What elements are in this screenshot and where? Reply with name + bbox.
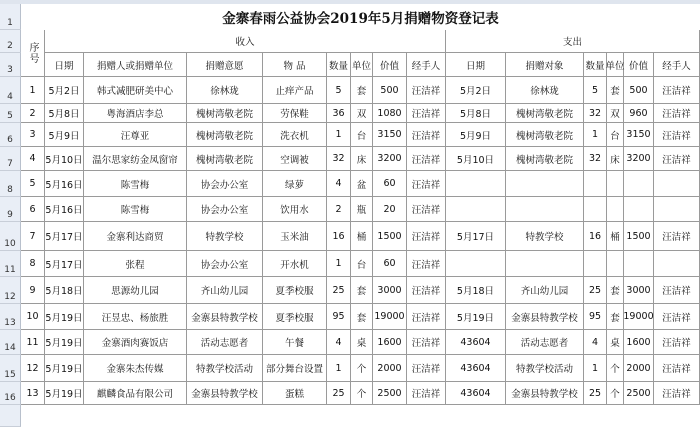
income-cell[interactable]: 麒麟食品有限公司: [84, 382, 187, 405]
income-cell[interactable]: 陈雪梅: [84, 171, 187, 197]
expense-cell[interactable]: 2500: [624, 382, 654, 405]
seq-cell[interactable]: 7: [21, 222, 45, 251]
expense-cell[interactable]: 汪洁祥: [654, 382, 700, 405]
income-cell[interactable]: 槐树湾敬老院: [187, 147, 263, 171]
income-cell[interactable]: 槐树湾敬老院: [187, 104, 263, 123]
row-header[interactable]: 10: [0, 222, 21, 251]
income-cell[interactable]: 徐林珑: [187, 77, 263, 104]
income-cell[interactable]: 汪尊亚: [84, 123, 187, 147]
header-out-cell[interactable]: 价值: [624, 53, 654, 77]
row-header[interactable]: 16: [0, 382, 21, 405]
income-cell[interactable]: 饮用水: [263, 197, 327, 222]
expense-cell[interactable]: 95: [584, 304, 607, 330]
income-cell[interactable]: 2500: [373, 382, 407, 405]
row-header[interactable]: 2: [0, 30, 21, 53]
expense-cell[interactable]: [654, 251, 700, 277]
row-header[interactable]: 13: [0, 304, 21, 330]
expense-cell[interactable]: 1: [584, 355, 607, 382]
income-cell[interactable]: 协会办公室: [187, 171, 263, 197]
expense-cell[interactable]: 汪洁祥: [654, 222, 700, 251]
income-cell[interactable]: 5月19日: [45, 304, 84, 330]
income-cell[interactable]: 空调被: [263, 147, 327, 171]
row-header[interactable]: 5: [0, 104, 21, 123]
expense-cell[interactable]: [607, 171, 624, 197]
income-cell[interactable]: 蛋糕: [263, 382, 327, 405]
seq-cell[interactable]: 6: [21, 197, 45, 222]
expense-cell[interactable]: 43604: [446, 330, 506, 355]
expense-cell[interactable]: 5月17日: [446, 222, 506, 251]
row-header[interactable]: 12: [0, 277, 21, 304]
expense-cell[interactable]: 汪洁祥: [654, 77, 700, 104]
income-cell[interactable]: 金寨县特教学校: [187, 382, 263, 405]
expense-cell[interactable]: 1: [584, 123, 607, 147]
income-cell[interactable]: 协会办公室: [187, 197, 263, 222]
row-header[interactable]: 6: [0, 123, 21, 147]
expense-cell[interactable]: 5月9日: [446, 123, 506, 147]
expense-cell[interactable]: 套: [607, 77, 624, 104]
income-cell[interactable]: 5月19日: [45, 382, 84, 405]
income-cell[interactable]: 部分舞台设置: [263, 355, 327, 382]
expense-cell[interactable]: [584, 171, 607, 197]
income-cell[interactable]: 500: [373, 77, 407, 104]
income-cell[interactable]: 套: [351, 77, 373, 104]
header-in-cell[interactable]: 数量: [327, 53, 351, 77]
header-in-cell[interactable]: 日期: [45, 53, 84, 77]
income-cell[interactable]: 汪洁祥: [407, 304, 446, 330]
expense-cell[interactable]: 活动志愿者: [506, 330, 584, 355]
expense-cell[interactable]: 960: [624, 104, 654, 123]
header-in-cell[interactable]: 捐赠人或捐赠单位: [84, 53, 187, 77]
income-cell[interactable]: 1: [327, 123, 351, 147]
expense-cell[interactable]: [506, 251, 584, 277]
seq-header[interactable]: 序号: [21, 30, 45, 77]
income-cell[interactable]: 5月10日: [45, 147, 84, 171]
income-cell[interactable]: 1500: [373, 222, 407, 251]
income-cell[interactable]: 25: [327, 382, 351, 405]
expense-cell[interactable]: 汪洁祥: [654, 277, 700, 304]
income-cell[interactable]: 汪洁祥: [407, 147, 446, 171]
expense-cell[interactable]: 双: [607, 104, 624, 123]
header-out-cell[interactable]: 单位: [607, 53, 624, 77]
header-in-cell[interactable]: 单位: [351, 53, 373, 77]
expense-cell[interactable]: 5月19日: [446, 304, 506, 330]
income-cell[interactable]: 齐山幼儿园: [187, 277, 263, 304]
income-cell[interactable]: 瓶: [351, 197, 373, 222]
header-out-cell[interactable]: 捐赠对象: [506, 53, 584, 77]
income-cell[interactable]: 4: [327, 330, 351, 355]
seq-cell[interactable]: 3: [21, 123, 45, 147]
expense-cell[interactable]: 25: [584, 277, 607, 304]
income-cell[interactable]: 思源幼儿园: [84, 277, 187, 304]
income-cell[interactable]: 盆: [351, 171, 373, 197]
expense-cell[interactable]: 3000: [624, 277, 654, 304]
income-cell[interactable]: 金寨酒肉赛饭店: [84, 330, 187, 355]
income-cell[interactable]: 汪洁祥: [407, 197, 446, 222]
row-header[interactable]: [0, 405, 21, 427]
expense-cell[interactable]: 32: [584, 147, 607, 171]
row-header[interactable]: 14: [0, 330, 21, 355]
expense-cell[interactable]: [607, 197, 624, 222]
expense-cell[interactable]: 19000: [624, 304, 654, 330]
income-cell[interactable]: 韩式减肥研美中心: [84, 77, 187, 104]
income-cell[interactable]: 36: [327, 104, 351, 123]
expense-cell[interactable]: 徐林珑: [506, 77, 584, 104]
income-cell[interactable]: 温尔思家纺金凤窗帘: [84, 147, 187, 171]
expense-cell[interactable]: 汪洁祥: [654, 104, 700, 123]
income-cell[interactable]: 汪洁祥: [407, 251, 446, 277]
row-header[interactable]: 7: [0, 147, 21, 171]
income-cell[interactable]: 1: [327, 355, 351, 382]
expense-cell[interactable]: 汪洁祥: [654, 147, 700, 171]
income-cell[interactable]: 协会办公室: [187, 251, 263, 277]
expense-cell[interactable]: [654, 197, 700, 222]
expense-cell[interactable]: 金寨县特教学校: [506, 304, 584, 330]
income-cell[interactable]: 汪洁祥: [407, 104, 446, 123]
expense-cell[interactable]: 43604: [446, 355, 506, 382]
income-cell[interactable]: 个: [351, 355, 373, 382]
expense-cell[interactable]: 5月18日: [446, 277, 506, 304]
income-cell[interactable]: 金寨朱杰传媒: [84, 355, 187, 382]
expense-cell[interactable]: 桌: [607, 330, 624, 355]
income-cell[interactable]: 16: [327, 222, 351, 251]
expense-cell[interactable]: 套: [607, 277, 624, 304]
row-header[interactable]: 4: [0, 77, 21, 104]
income-cell[interactable]: 桌: [351, 330, 373, 355]
seq-cell[interactable]: 1: [21, 77, 45, 104]
expense-cell[interactable]: [584, 251, 607, 277]
income-cell[interactable]: 汪洁祥: [407, 277, 446, 304]
row-header[interactable]: 3: [0, 53, 21, 77]
expense-cell[interactable]: 床: [607, 147, 624, 171]
income-cell[interactable]: 1: [327, 251, 351, 277]
expense-cell[interactable]: 槐树湾敬老院: [506, 123, 584, 147]
expense-cell[interactable]: 2000: [624, 355, 654, 382]
expense-cell[interactable]: [446, 251, 506, 277]
income-cell[interactable]: 绿萝: [263, 171, 327, 197]
seq-cell[interactable]: 12: [21, 355, 45, 382]
income-cell[interactable]: 3000: [373, 277, 407, 304]
income-cell[interactable]: 夏季校服: [263, 304, 327, 330]
expense-cell[interactable]: 特教学校活动: [506, 355, 584, 382]
expense-cell[interactable]: 1500: [624, 222, 654, 251]
income-cell[interactable]: 4: [327, 171, 351, 197]
income-cell[interactable]: 套: [351, 277, 373, 304]
sheet-title: 金寨春雨公益协会2019年5月捐赠物资登记表: [222, 11, 499, 27]
expense-cell[interactable]: [624, 251, 654, 277]
income-cell[interactable]: 双: [351, 104, 373, 123]
income-cell[interactable]: 5月8日: [45, 104, 84, 123]
income-cell[interactable]: 汪洁祥: [407, 77, 446, 104]
expense-cell[interactable]: 个: [607, 355, 624, 382]
income-cell[interactable]: 5月19日: [45, 355, 84, 382]
seq-cell[interactable]: 4: [21, 147, 45, 171]
income-cell[interactable]: 3200: [373, 147, 407, 171]
income-cell[interactable]: 95: [327, 304, 351, 330]
expense-cell[interactable]: 台: [607, 123, 624, 147]
income-cell[interactable]: 3150: [373, 123, 407, 147]
seq-cell[interactable]: 13: [21, 382, 45, 405]
expense-cell[interactable]: 汪洁祥: [654, 304, 700, 330]
income-cell[interactable]: 槐树湾敬老院: [187, 123, 263, 147]
seq-cell[interactable]: 11: [21, 330, 45, 355]
income-cell[interactable]: 5月18日: [45, 277, 84, 304]
expense-cell[interactable]: [446, 171, 506, 197]
header-out-cell[interactable]: 经手人: [654, 53, 700, 77]
income-cell[interactable]: 止痒产品: [263, 77, 327, 104]
income-cell[interactable]: 5月17日: [45, 251, 84, 277]
expense-cell[interactable]: 3200: [624, 147, 654, 171]
income-cell[interactable]: 汪昱忠、杨旅胜: [84, 304, 187, 330]
expense-cell[interactable]: [624, 171, 654, 197]
expense-cell[interactable]: [506, 197, 584, 222]
income-cell[interactable]: 床: [351, 147, 373, 171]
expense-cell[interactable]: 5月8日: [446, 104, 506, 123]
seq-cell[interactable]: 5: [21, 171, 45, 197]
row-header[interactable]: 1: [0, 4, 21, 30]
seq-cell[interactable]: 10: [21, 304, 45, 330]
expense-cell[interactable]: 汪洁祥: [654, 123, 700, 147]
income-cell[interactable]: 桶: [351, 222, 373, 251]
row-header[interactable]: 9: [0, 197, 21, 222]
income-cell[interactable]: 1080: [373, 104, 407, 123]
income-cell[interactable]: 午餐: [263, 330, 327, 355]
expense-cell[interactable]: 25: [584, 382, 607, 405]
expense-cell[interactable]: 43604: [446, 382, 506, 405]
expense-cell[interactable]: 1600: [624, 330, 654, 355]
expense-cell[interactable]: 32: [584, 104, 607, 123]
income-cell[interactable]: 金寨县特教学校: [187, 304, 263, 330]
section-expense[interactable]: 支出: [446, 30, 700, 53]
income-cell[interactable]: 套: [351, 304, 373, 330]
expense-cell[interactable]: 4: [584, 330, 607, 355]
income-cell[interactable]: 25: [327, 277, 351, 304]
income-cell[interactable]: 汪洁祥: [407, 123, 446, 147]
income-cell[interactable]: 特教学校: [187, 222, 263, 251]
expense-cell[interactable]: [654, 171, 700, 197]
expense-cell[interactable]: 5月2日: [446, 77, 506, 104]
income-cell[interactable]: 5月16日: [45, 171, 84, 197]
expense-cell[interactable]: [506, 171, 584, 197]
income-cell[interactable]: 汪洁祥: [407, 382, 446, 405]
income-cell[interactable]: 60: [373, 251, 407, 277]
expense-cell[interactable]: [607, 251, 624, 277]
expense-cell[interactable]: 5月10日: [446, 147, 506, 171]
income-cell[interactable]: 汪洁祥: [407, 330, 446, 355]
income-cell[interactable]: 5月9日: [45, 123, 84, 147]
income-cell[interactable]: 5月17日: [45, 222, 84, 251]
income-cell[interactable]: 20: [373, 197, 407, 222]
income-cell[interactable]: 夏季校服: [263, 277, 327, 304]
income-cell[interactable]: 劳保鞋: [263, 104, 327, 123]
income-cell[interactable]: 玉米油: [263, 222, 327, 251]
expense-cell[interactable]: 个: [607, 382, 624, 405]
income-cell[interactable]: 洗衣机: [263, 123, 327, 147]
income-cell[interactable]: 32: [327, 147, 351, 171]
expense-cell[interactable]: 槐树湾敬老院: [506, 104, 584, 123]
expense-cell[interactable]: 500: [624, 77, 654, 104]
expense-cell[interactable]: 3150: [624, 123, 654, 147]
income-cell[interactable]: 60: [373, 171, 407, 197]
seq-cell[interactable]: 8: [21, 251, 45, 277]
expense-cell[interactable]: 汪洁祥: [654, 355, 700, 382]
row-header[interactable]: 11: [0, 251, 21, 277]
income-cell[interactable]: 汪洁祥: [407, 222, 446, 251]
income-cell[interactable]: 汪洁祥: [407, 355, 446, 382]
income-cell[interactable]: 5月19日: [45, 330, 84, 355]
income-cell[interactable]: 台: [351, 251, 373, 277]
seq-cell[interactable]: 9: [21, 277, 45, 304]
expense-cell[interactable]: 槐树湾敬老院: [506, 147, 584, 171]
expense-cell[interactable]: 16: [584, 222, 607, 251]
income-cell[interactable]: 台: [351, 123, 373, 147]
expense-cell[interactable]: 套: [607, 304, 624, 330]
header-in-cell[interactable]: 物 品: [263, 53, 327, 77]
expense-cell[interactable]: [624, 197, 654, 222]
expense-cell[interactable]: 特教学校: [506, 222, 584, 251]
income-cell[interactable]: 陈雪梅: [84, 197, 187, 222]
seq-cell[interactable]: 2: [21, 104, 45, 123]
income-cell[interactable]: 2000: [373, 355, 407, 382]
section-income[interactable]: 收入: [45, 30, 446, 53]
income-cell[interactable]: 1600: [373, 330, 407, 355]
header-in-cell[interactable]: 价值: [373, 53, 407, 77]
header-out-cell[interactable]: 日期: [446, 53, 506, 77]
income-cell[interactable]: 特教学校活动: [187, 355, 263, 382]
expense-cell[interactable]: [446, 197, 506, 222]
expense-cell[interactable]: 汪洁祥: [654, 330, 700, 355]
income-cell[interactable]: 金寨利达商贸: [84, 222, 187, 251]
row-header[interactable]: 15: [0, 355, 21, 382]
header-out-cell[interactable]: 数量: [584, 53, 607, 77]
income-cell[interactable]: 5月2日: [45, 77, 84, 104]
expense-cell[interactable]: 金寨县特教学校: [506, 382, 584, 405]
income-cell[interactable]: 5: [327, 77, 351, 104]
income-cell[interactable]: 5月16日: [45, 197, 84, 222]
income-cell[interactable]: 活动志愿者: [187, 330, 263, 355]
expense-cell[interactable]: 齐山幼儿园: [506, 277, 584, 304]
income-cell[interactable]: 2: [327, 197, 351, 222]
income-cell[interactable]: 个: [351, 382, 373, 405]
income-cell[interactable]: 19000: [373, 304, 407, 330]
income-cell[interactable]: 粤海酒店李总: [84, 104, 187, 123]
income-cell[interactable]: 张程: [84, 251, 187, 277]
expense-cell[interactable]: [584, 197, 607, 222]
header-in-cell[interactable]: 捐赠意愿: [187, 53, 263, 77]
income-cell[interactable]: 开水机: [263, 251, 327, 277]
row-header[interactable]: 8: [0, 171, 21, 197]
expense-cell[interactable]: 桶: [607, 222, 624, 251]
expense-cell[interactable]: 5: [584, 77, 607, 104]
income-cell[interactable]: 汪洁祥: [407, 171, 446, 197]
header-in-cell[interactable]: 经手人: [407, 53, 446, 77]
